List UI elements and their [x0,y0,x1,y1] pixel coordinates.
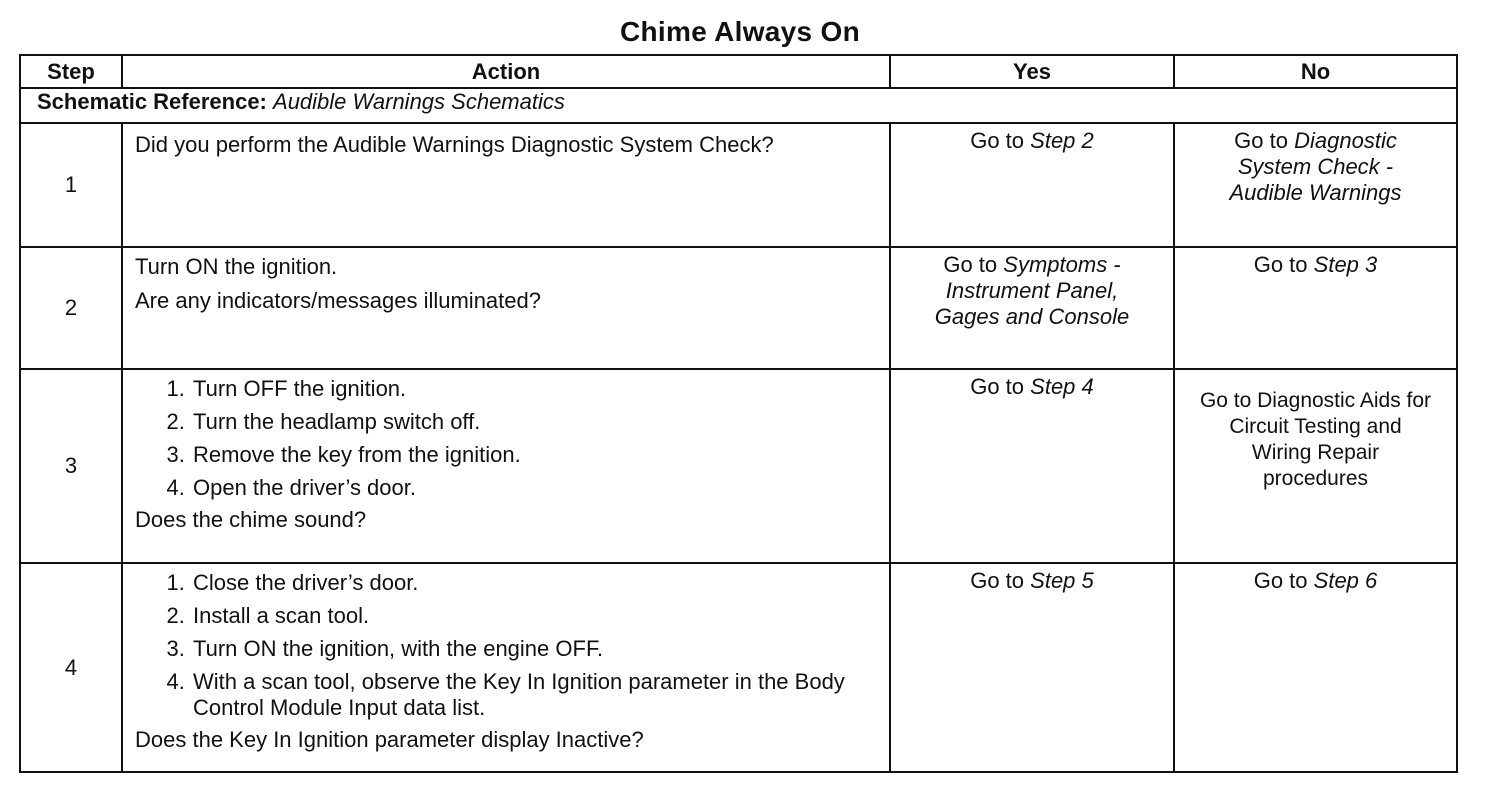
step-number: 3 [20,369,122,563]
step-number: 2 [20,247,122,369]
action-item: 4. Open the driver’s door. [191,475,879,501]
column-header-step: Step [20,55,122,88]
column-header-action: Action [122,55,890,88]
action-question: Does the Key In Ignition parameter display Inactive? [135,727,644,752]
yes-result [890,123,1174,247]
action-question: Did you perform the Audible Warnings Diagnostic System Check? [135,132,774,157]
column-header-yes: Yes [890,55,1174,88]
action-list [135,376,879,501]
step-action [122,123,890,247]
schematic-reference-link[interactable]: Audible Warnings Schematics [273,89,565,114]
action-item: 4. With a scan tool, observe the Key In Ignition parameter in the Body Control Module Input data list. [191,669,879,721]
schematic-reference-row [20,88,1457,123]
action-item: 3. Turn ON the ignition, with the engine OFF. [191,636,879,662]
no-link[interactable]: Diagnostic System Check - Audible Warnings [1229,128,1402,205]
step-number: 4 [20,563,122,772]
action-instruction: Turn ON the ignition. [135,254,338,279]
result-prefix: Go to [970,374,1025,399]
result-prefix: Go to [970,568,1025,593]
no-result [1174,247,1457,369]
table-row [20,369,1457,563]
document-title: Chime Always On [620,16,860,47]
step-action [122,563,890,772]
no-result [1174,123,1457,247]
yes-link[interactable]: Step 5 [1030,568,1094,593]
diagnostic-table [19,54,1458,773]
yes-result [890,247,1174,369]
action-list [135,570,879,721]
table-row [20,563,1457,772]
action-item: 1. Close the driver’s door. [191,570,879,596]
header-row [20,55,1457,88]
result-prefix: Go to [970,128,1025,153]
schematic-reference [20,88,1457,123]
yes-link[interactable]: Step 2 [1030,128,1094,153]
no-link[interactable]: Step 3 [1313,252,1378,277]
column-header-no: No [1174,55,1457,88]
no-result [1174,369,1457,563]
no-link[interactable]: Step 6 [1313,568,1378,593]
step-action [122,369,890,563]
action-item: 1. Turn OFF the ignition. [191,376,879,402]
table-row [20,247,1457,369]
yes-link[interactable]: Symptoms - Instrument Panel, Gages and Console [934,252,1130,329]
action-item: 2. Install a scan tool. [191,603,879,629]
step-number: 1 [20,123,122,247]
action-question: Does the chime sound? [135,507,367,532]
yes-result [890,369,1174,563]
action-question: Are any indicators/messages illuminated? [135,288,541,313]
result-prefix: Go to [1253,252,1308,277]
schematic-reference-label: Schematic Reference: [37,89,267,114]
yes-result [890,563,1174,772]
action-item: 2. Turn the headlamp switch off. [191,409,879,435]
step-action [122,247,890,369]
yes-link[interactable]: Step 4 [1030,374,1094,399]
result-prefix: Go to [943,252,998,277]
action-item: 3. Remove the key from the ignition. [191,442,879,468]
result-prefix: Go to [1253,568,1308,593]
result-prefix: Go to [1234,128,1288,153]
table-row [20,123,1457,247]
no-result [1174,563,1457,772]
no-text: Go to Diagnostic Aids for Circuit Testing and Wiring Repair procedures [1199,389,1432,490]
